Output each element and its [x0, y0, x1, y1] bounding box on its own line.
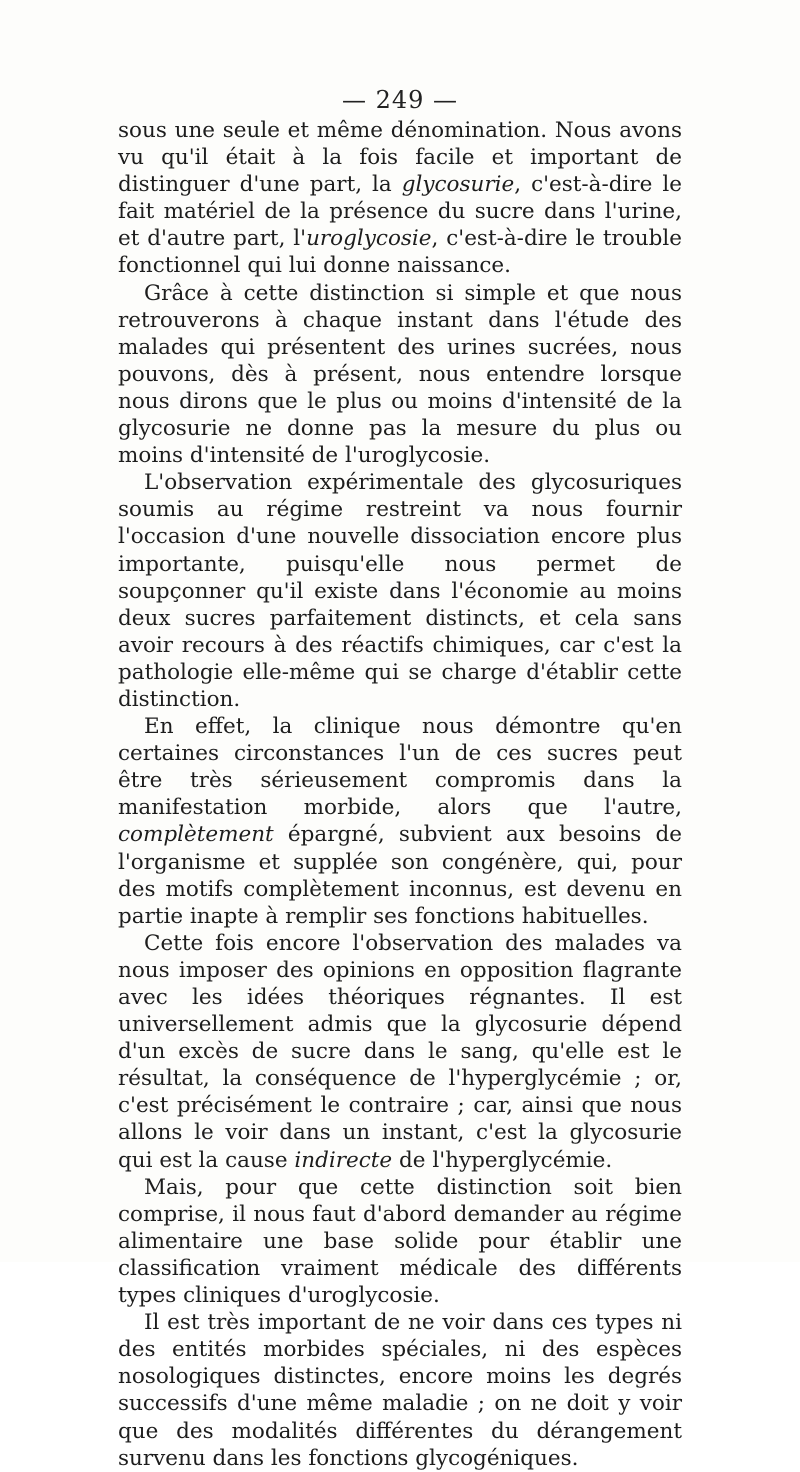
paragraph-4 [118, 713, 682, 930]
italic-term-completement: complètement [118, 822, 274, 848]
paragraph-7: Il est très important de ne voir dans ces types ni des entités morbides spéciales, ni des espèces nosologiques distinctes, encore moins les degrés successifs d'une même maladie ; on ne doit y voir que des modalités différentes du dérangement survenu dans les fonctions glycogéniques. [118, 1310, 682, 1471]
paragraph-6: Mais, pour que cette distinction soit bien comprise, il nous faut d'abord demander au régime alimentaire une base solide pour établir une classification vraiment médicale des différents types cliniques d'uroglycosie. [118, 1174, 682, 1309]
paragraph-2: Grâce à cette distinction si simple et que nous retrouverons à chaque instant dans l'étude des malades qui présentent des urines sucrées, nous pouvons, dès à présent, nous entendre lorsque nous dirons que le plus ou moins d'intensité de la glycosurie ne donne pas la mesure du plus ou moins d'intensité de l'uroglycosie. [118, 280, 682, 469]
body-text [118, 117, 682, 1472]
text-run: En effet, la clinique nous démontre qu'en certaines circonstances l'un de ces sucres peut être très sérieusement compromis dans la manifestation morbide, alors que l'autre, [118, 714, 682, 821]
paragraph-3: L'observation expérimentale des glycosuriques soumis au régime restreint va nous fournir l'occasion d'une nouvelle dissociation encore plus importante, puisqu'elle nous permet de soupçonner qu'il existe dans l'économie au moins deux sucres parfaitement distincts, et cela sans avoir recours à des réactifs chimiques, car c'est la pathologie elle-même qui se charge d'établir cette distinction. [118, 470, 682, 712]
text-run: , c'est-à-dire le fait matériel de la présence du sucre dans l'urine, et d'autre part, l' [118, 172, 682, 252]
text-run: épargné, subvient aux besoins de l'organisme et supplée son congénère, qui, pour des motifs complètement inconnus, est devenu en partie inapte à remplir ses fonctions habituelles. [118, 822, 682, 929]
paragraph-5 [118, 930, 682, 1174]
italic-term-glycosurie: glycosurie [401, 172, 515, 198]
text-run: , c'est-à-dire le trouble fonctionnel qui lui donne naissance. [118, 226, 682, 279]
paragraph-1 [118, 117, 682, 280]
italic-term-indirecte: indirecte [294, 1147, 393, 1173]
italic-term-uroglycosie: uroglycosie [306, 226, 432, 252]
text-run: sous une seule et même dénomination. Nous avons vu qu'il était à la fois facile et important de distinguer d'une part, la [118, 118, 682, 198]
text-run: de l'hyperglycémie. [392, 1147, 613, 1173]
text-run: Cette fois encore l'observation des malades va nous imposer des opinions en opposition flagrante avec les idées théoriques régnantes. Il est universellement admis que la glycosurie dépend d'un excès de sucre dans le sang, qu'elle est le résultat, la conséquence de l'hyperglycémie ; or, c'est précisément le contraire ; car, ainsi que nous allons le voir dans un instant, c'est la glycosurie qui est la cause [118, 930, 682, 1173]
page-number: — 249 — [341, 86, 459, 114]
